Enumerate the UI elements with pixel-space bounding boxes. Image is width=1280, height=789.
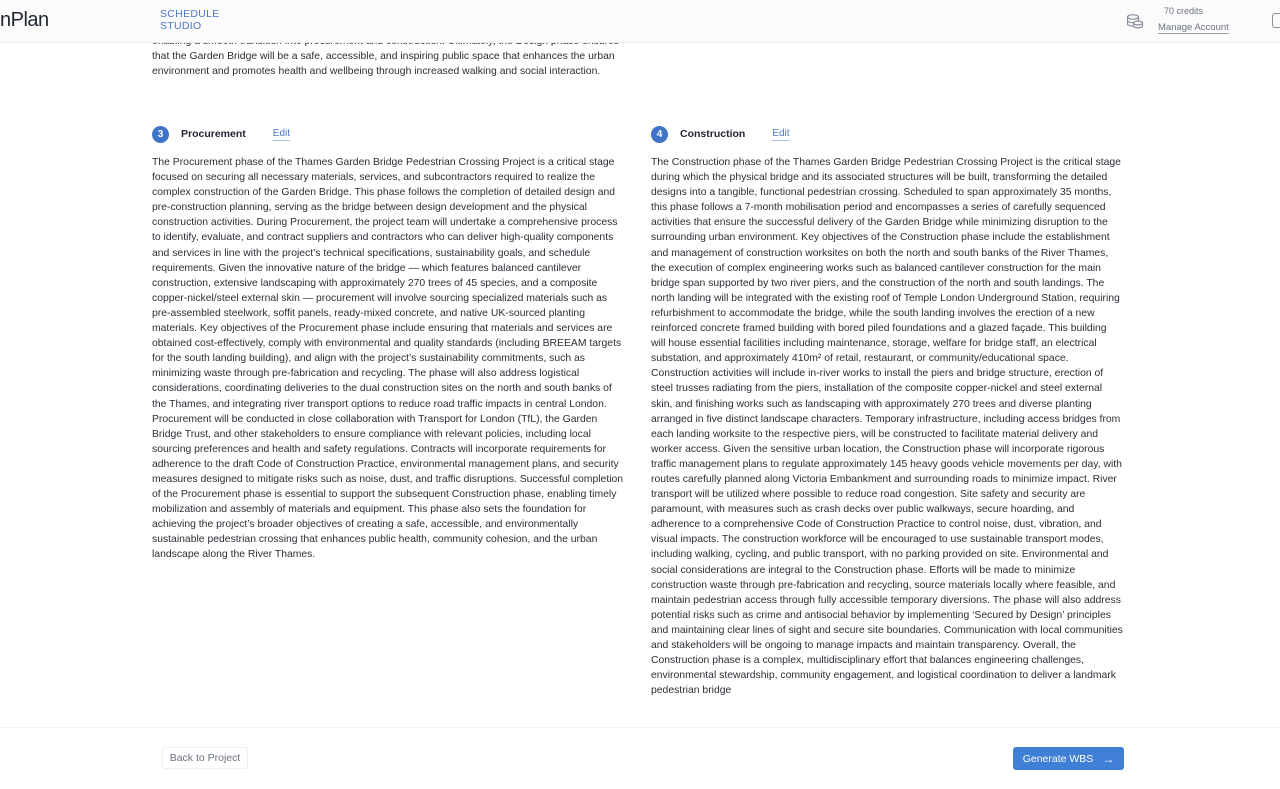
design-phase-text: that the Garden Bridge will be a safe, accessible, and inspiring public space that enhances the urban environment and promotes health and wellbeing through increased walking and social interaction. [152, 51, 615, 78]
section-number-badge: 4 [651, 126, 668, 143]
generate-wbs-button[interactable] [1013, 747, 1124, 770]
generate-wbs-label: Generate WBS [1022, 752, 1094, 765]
back-to-project-button[interactable]: Back to Project [162, 747, 248, 769]
coins-icon [1126, 13, 1144, 29]
procurement-description: The Procurement phase of the Thames Garden Bridge Pedestrian Crossing Project is a critical stage focused on securing all necessary materials, services, and subcontractors required to realize the complex construction of the Garden Bridge. This phase follows the completion of detailed design and pre-construction planning, serving as the bridge between design development and the physical construction activities. During Procurement, the project team will undertake a comprehensive process to identify, evaluate, and contract suppliers and contractors who can deliver high-quality components and services in line with the project’s technical specifications, sustainability goals, and schedule requirements. Given the innovative nature of the bridge — which features balanced cantilever construction, extensive landscaping with approximately 270 trees of 45 species, and a composite copper-nickel/steel external skin — procurement will involve sourcing specialized materials such as pre-assembled steelwork, soffit panels, ready-mixed concrete, and native UK-sourced planting materials. Key objectives of the Procurement phase include ensuring that materials and services are obtained cost-effectively, comply with environmental and quality standards (including BREEAM targets for the south landing building), and align with the project’s sustainability commitments, such as minimizing waste through pre-fabrication and recycling. The phase will also address logistical considerations, coordinating deliveries to the dual construction sites on the north and south banks of the Thames, and integrating river transport options to reduce road traffic impacts in central London. Procurement will be conducted in close collaboration with Transport for London (TfL), the Garden Bridge Trust, and other stakeholders to ensure compliance with relevant policies, including local sourcing preferences and health and safety regulations. Contracts will incorporate requirements for adherence to the draft Code of Construction Practice, environmental management plans, and security measures designed to mitigate risks such as noise, dust, and traffic disruptions. Successful completion of the Procurement phase is essential to support the subsequent Construction phase, enabling timely mobilization and assembly of materials and equipment. This phase also sets the foundation for achieving the project’s broader objectives of creating a safe, accessible, and environmentally sustainable pedestrian crossing that enhances public health, community cohesion, and the urban landscape along the River Thames. [152, 157, 624, 561]
section-title: Construction [680, 128, 746, 140]
footer-bar [0, 727, 1280, 789]
top-header [0, 0, 1280, 43]
construction-section-header [651, 124, 790, 144]
edit-construction-link[interactable]: Edit [772, 127, 790, 139]
edit-procurement-link[interactable]: Edit [272, 127, 291, 139]
arrow-right-icon: → [1102, 751, 1115, 766]
section-number-badge: 3 [152, 126, 169, 143]
app-logo[interactable]: nPlan [0, 9, 49, 31]
manage-account-link[interactable]: Manage Account [1158, 22, 1229, 33]
construction-description: The Construction phase of the Thames Garden Bridge Pedestrian Crossing Project is the critical stage during which the physical bridge and its associated structures will be built, transforming the detailed designs into a tangible, functional pedestrian crossing. Scheduled to span approximately 35 months, this phase follows a 7-month mobilisation period and encompasses a series of carefully sequenced activities that ensure the successful delivery of the Garden Bridge while minimizing disruption to the surrounding urban environment. Key objectives of the Construction phase include the establishment and management of construction worksites on both the north and south banks of the River Thames, the execution of complex engineering works such as balanced cantilever construction for the main bridge span supported by two river piers, and the construction of the north and south landings. The north landing will be integrated with the existing roof of Temple London Underground Station, requiring refurbishment to accommodate the bridge, while the south landing involves the erection of a new reinforced concrete framed building with bored piled foundations and a glazed façade. This building will house essential facilities including maintenance, storage, welfare for bridge staff, an electrical substation, and approximately 410m² of retail, restaurant, or community/educational space. Construction activities will include in-river works to install the piers and bridge structure, erection of steel trusses radiating from the piers, installation of the composite copper-nickel and steel external skin, and finishing works such as landscaping with approximately 270 trees and diverse planting arranged in five distinct landscape characters. Temporary infrastructure, including access bridges from each landing worksite to the respective piers, will be constructed to facilitate material delivery and worker access. Given the sensitive urban location, the Construction phase will incorporate rigorous traffic management plans to regulate approximately 145 heavy goods vehicle movements per day, with routes carefully planned along Victoria Embankment and surrounding roads to minimize impact. River transport will be utilized where possible to reduce road congestion. Site safety and security are paramount, with measures such as crash decks over public walkways, secure hoarding, and adherence to a comprehensive Code of Construction Practice to control noise, dust, vibration, and visual impacts. The construction workforce will be encouraged to use sustainable transport modes, including walking, cycling, and public transport, with no parking provided on site. Environmental and social considerations are integral to the Construction phase. Efforts will be made to minimize construction waste through pre-fabrication and recycling, source materials locally where feasible, and maintain pedestrian access through fully accessible temporary diversions. The phase will also address potential risks such as crime and antisocial behavior by implementing ‘Secured by Design’ principles and maintaining clear lines of sight and secure site boundaries. Communication with local communities and stakeholders will be ongoing to manage impacts and maintain transparency. Overall, the Construction phase is a complex, multidisciplinary effort that balances engineering challenges, environmental stewardship, community engagement, and logistical coordination to deliver a landmark pedestrian bridge [651, 157, 1123, 697]
schedule-studio-label[interactable]: SCHEDULE STUDIO [160, 8, 220, 32]
logout-icon[interactable] [1272, 13, 1280, 28]
credits-count: 70 credits [1164, 6, 1204, 16]
section-title: Procurement [181, 128, 246, 140]
procurement-section-header [152, 124, 290, 144]
